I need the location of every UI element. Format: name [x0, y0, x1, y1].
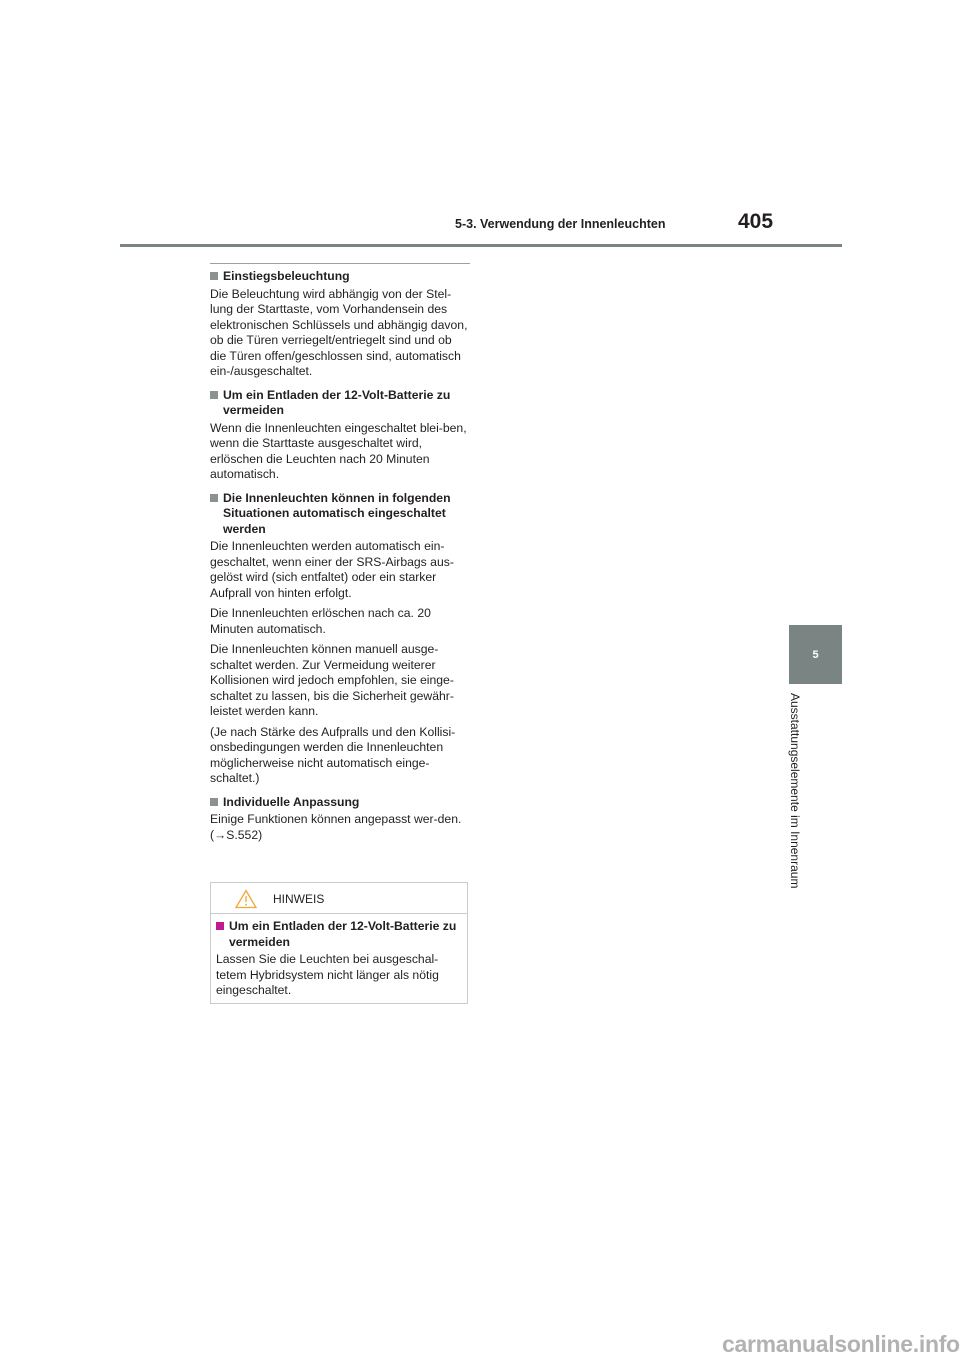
- section-paragraph: (Je nach Stärke des Aufpralls und den Kollisi-onsbedingungen werden die Innenleuchten möglicherweise nicht automatisch einge-schaltet.): [210, 724, 456, 785]
- section-heading-text: Um ein Entladen der 12-Volt-Batterie zu vermeiden: [223, 387, 451, 417]
- square-bullet-icon: [210, 272, 218, 280]
- section-paragraph: Die Beleuchtung wird abhängig von der Stel-lung der Starttaste, vom Vorhandensein des elektronischen Schlüssels und abhängig davon, ob die Türen verriegelt/entriegelt sind und ob die Türen offen/geschlossen sind, automatisch ein-/ausgeschaltet.: [210, 286, 468, 378]
- square-bullet-icon: [210, 391, 218, 399]
- page-number: 405: [738, 210, 774, 233]
- section-automatic-on: [210, 491, 470, 787]
- notice-text: Lassen Sie die Leuchten bei ausgeschal-tetem Hybridsystem nicht länger als nötig eingeschaltet.: [216, 952, 439, 997]
- header-divider: [120, 244, 842, 247]
- section-heading-text: Die Innenleuchten können in folgenden Situationen automatisch eingeschaltet werden: [223, 490, 451, 536]
- square-bullet-icon: [216, 922, 224, 930]
- section-heading: [210, 795, 470, 811]
- notice-box: [210, 882, 468, 1004]
- section-heading: [210, 491, 470, 538]
- chapter-tab: [789, 625, 842, 684]
- notice-header: [211, 883, 467, 914]
- section-paragraph: Wenn die Innenleuchten eingeschaltet blei-ben, wenn die Starttaste ausgeschaltet wird, erlöschen die Leuchten nach 20 Minuten automatisch.: [210, 420, 467, 481]
- warning-triangle-icon: [235, 889, 257, 914]
- section-customization: [210, 795, 470, 844]
- main-content: [210, 263, 470, 851]
- chapter-number: 5: [812, 648, 819, 661]
- notice-heading: [216, 919, 463, 950]
- square-bullet-icon: [210, 798, 218, 806]
- section-title: 5-3. Verwendung der Innenleuchten: [455, 217, 666, 231]
- section-paragraph: Die Innenleuchten können manuell ausge-schaltet werden. Zur Vermeidung weiterer Kollisionen wird jedoch empfohlen, sie einge-schaltet zu lassen, bis die Sicherheit gewähr-leistet werden kann.: [210, 642, 454, 718]
- section-paragraph: Einige Funktionen können angepasst wer-den. (→S.552): [210, 812, 462, 842]
- notice-title: HINWEIS: [273, 892, 325, 906]
- chapter-label: Ausstattungselemente im Innenraum: [788, 693, 802, 889]
- square-bullet-icon: [210, 494, 218, 502]
- section-heading-text: Individuelle Anpassung: [223, 794, 360, 809]
- watermark: carmanualsonline.info: [722, 1331, 960, 1357]
- notice-body: [211, 914, 467, 999]
- section-einstiegsbeleuchtung: [210, 269, 470, 380]
- section-battery: [210, 388, 470, 483]
- section-heading: [210, 269, 470, 285]
- notice-heading-text: Um ein Entladen der 12-Volt-Batterie zu vermeiden: [229, 919, 457, 949]
- section-heading: [210, 388, 470, 419]
- content-divider: [210, 263, 470, 264]
- section-heading-text: Einstiegsbeleuchtung: [223, 269, 350, 283]
- section-paragraph: Die Innenleuchten werden automatisch ein-geschaltet, wenn einer der SRS-Airbags aus-gelöst wird (sich entfaltet) oder ein starker Aufprall von hinten erfolgt.: [210, 539, 454, 600]
- section-paragraph: Die Innenleuchten erlöschen nach ca. 20 Minuten automatisch.: [210, 606, 431, 636]
